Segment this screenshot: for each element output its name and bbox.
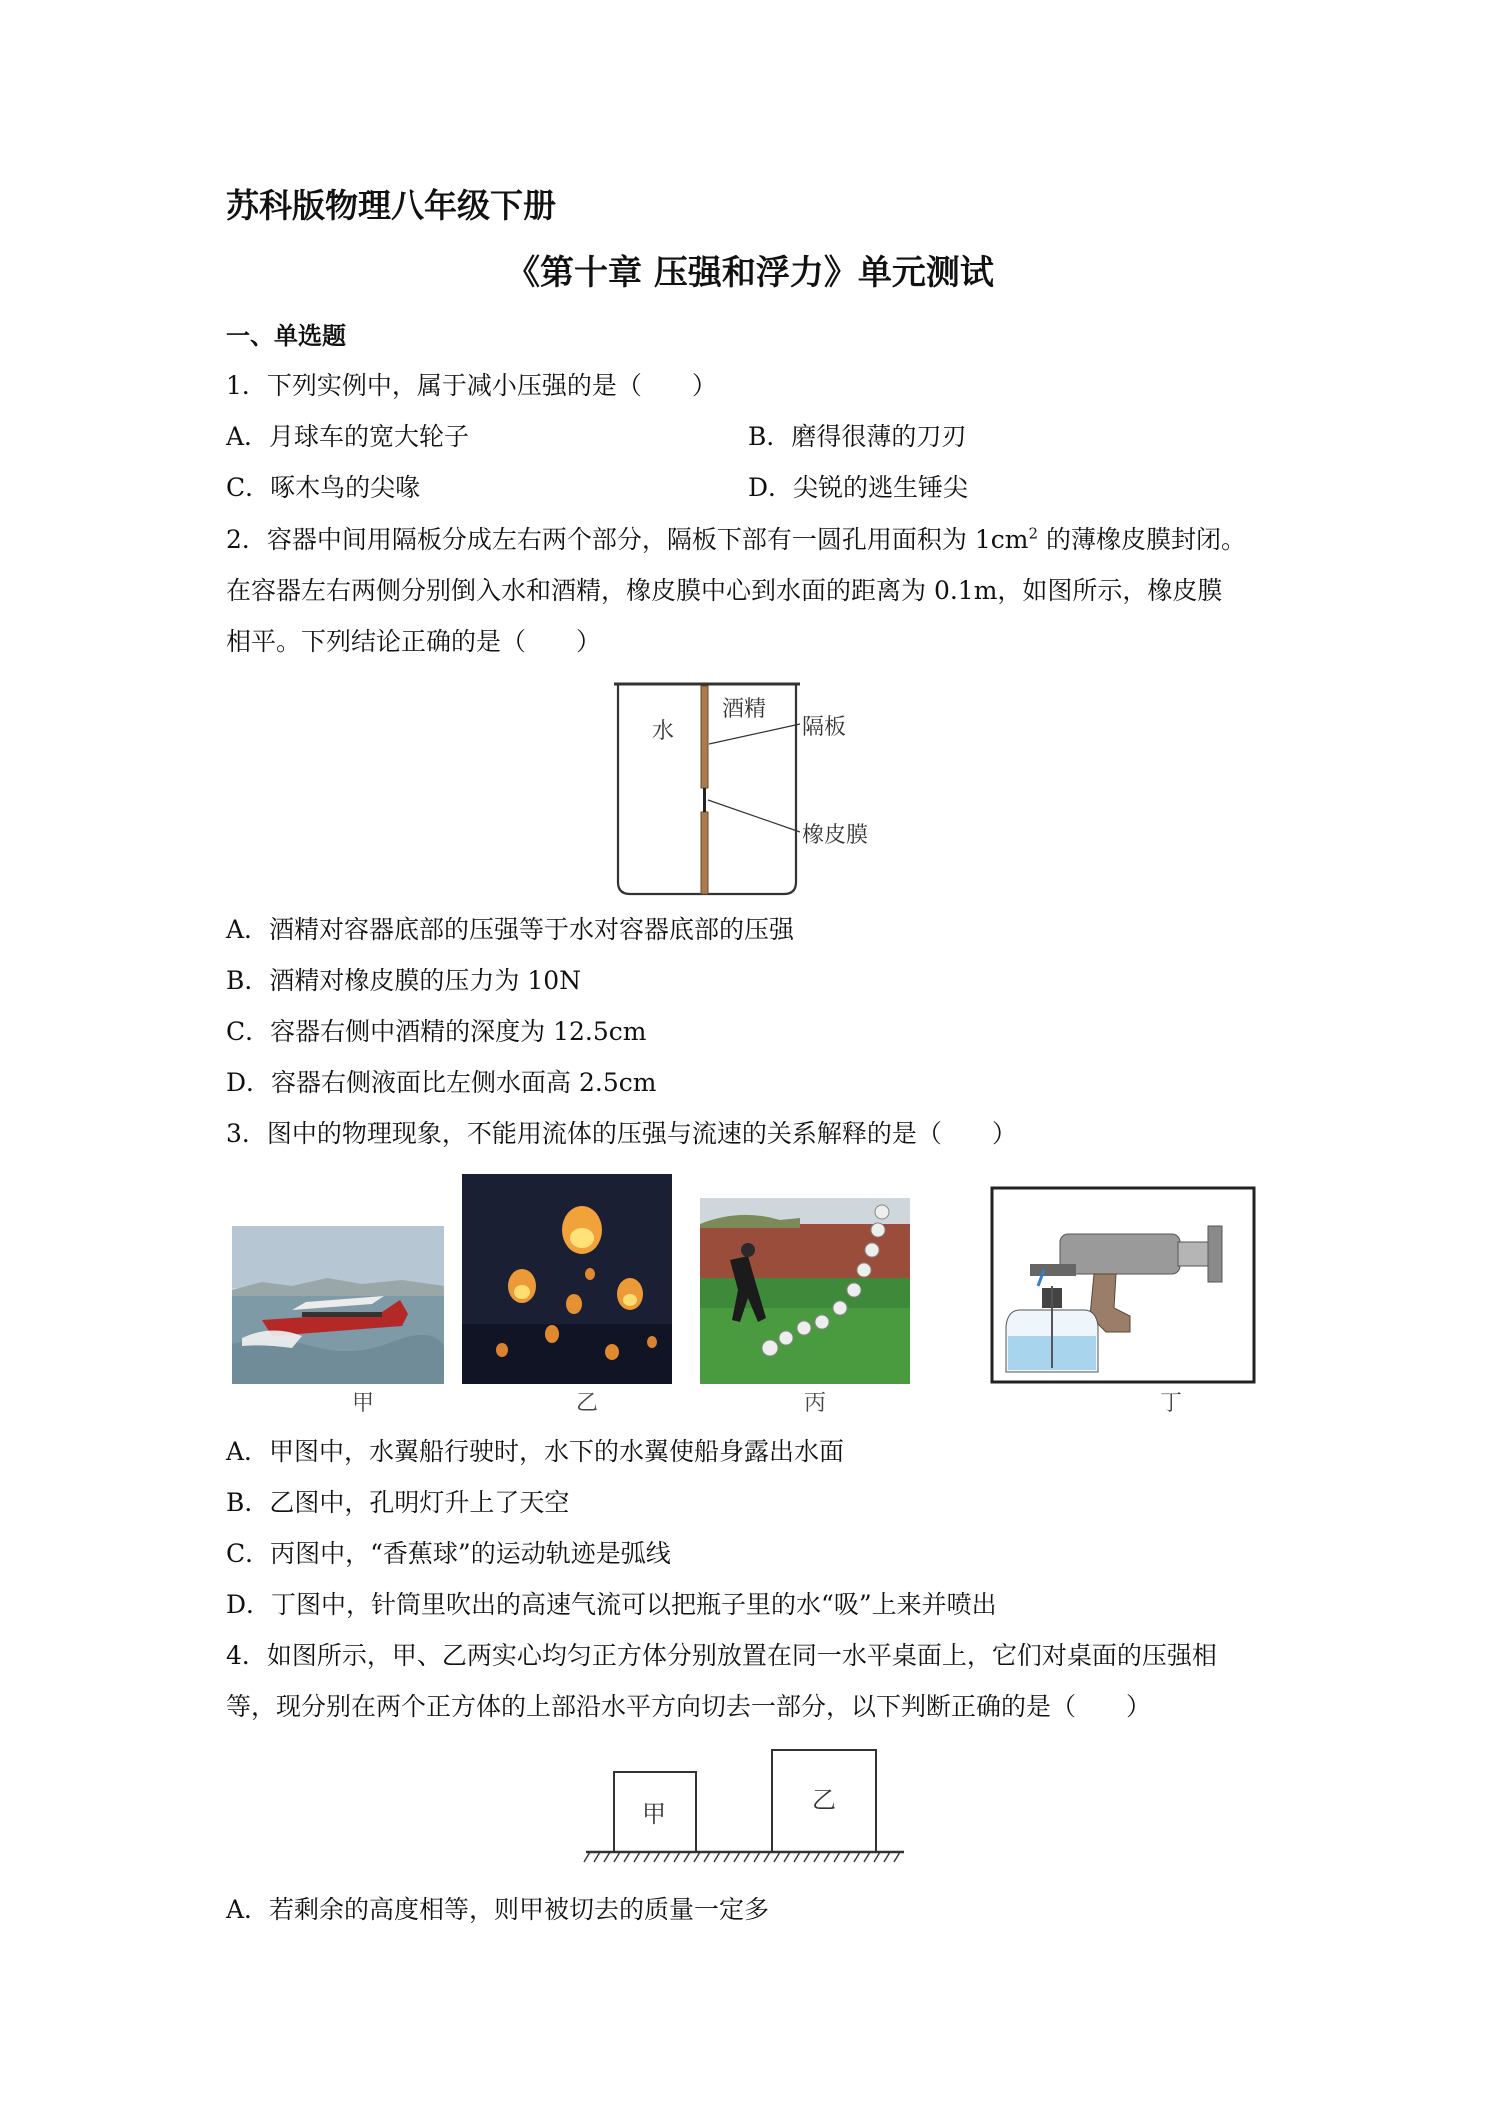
q3-option-b: B．乙图中，孔明灯升上了天空 <box>226 1488 570 1517</box>
q2-option-b: B．酒精对橡皮膜的压力为 10N <box>226 966 582 995</box>
q1-option-c: C．啄木鸟的尖喙 <box>226 473 421 502</box>
q2-line1-pre: 2．容器中间用隔板分成左右两个部分，隔板下部有一圆孔用面积为 1cm <box>226 525 1029 554</box>
container-partition-figure <box>610 672 910 906</box>
q2-stem-line3: 相平。下列结论正确的是（ ） <box>226 627 602 656</box>
q2-option-c: C．容器右侧中酒精的深度为 12.5cm <box>226 1017 647 1046</box>
q4-stem-line2: 等，现分别在两个正方体的上部沿水平方向切去一部分，以下判断正确的是（ ） <box>226 1692 1152 1721</box>
label-partition: 隔板 <box>802 715 847 740</box>
cubes-figure <box>580 1740 910 1870</box>
syringe-bottle-image <box>990 1186 1256 1384</box>
label-membrane: 橡皮膜 <box>802 823 869 848</box>
q3-stem: 3．图中的物理现象，不能用流体的压强与流速的关系解释的是（ ） <box>226 1119 1017 1148</box>
q2-line1-post: 的薄橡皮膜封闭。 <box>1038 525 1246 554</box>
unit-title: 《第十章 压强和浮力》单元测试 <box>506 253 994 293</box>
label-cube-jia: 甲 <box>642 1800 666 1828</box>
q3-option-a: A．甲图中，水翼船行驶时，水下的水翼使船身露出水面 <box>226 1437 845 1466</box>
q3-option-d: D．丁图中，针筒里吹出的高速气流可以把瓶子里的水“吸”上来并喷出 <box>226 1590 997 1619</box>
q3-option-c: C．丙图中，“香蕉球”的运动轨迹是弧线 <box>226 1539 671 1568</box>
hydrofoil-boat-image <box>232 1226 444 1384</box>
label-yi: 乙 <box>576 1391 599 1416</box>
q1-option-b: B．磨得很薄的刀刃 <box>748 422 967 451</box>
q2-line1-superscript: 2 <box>1028 524 1039 543</box>
q2-option-a: A．酒精对容器底部的压强等于水对容器底部的压强 <box>226 915 795 944</box>
q1-option-d: D．尖锐的逃生锤尖 <box>748 473 969 502</box>
q2-option-d: D．容器右侧液面比左侧水面高 2.5cm <box>226 1068 657 1097</box>
section-title: 一、单选题 <box>226 321 346 350</box>
q1-stem: 1．下列实例中，属于减小压强的是（ ） <box>226 371 717 400</box>
publisher-title: 苏科版物理八年级下册 <box>226 186 556 225</box>
q4-stem-line1: 4．如图所示，甲、乙两实心均匀正方体分别放置在同一水平桌面上，它们对桌面的压强相 <box>226 1641 1217 1670</box>
label-cube-yi: 乙 <box>812 1786 836 1814</box>
label-jia: 甲 <box>352 1391 375 1416</box>
sky-lanterns-image <box>462 1174 672 1384</box>
q1-option-a: A．月球车的宽大轮子 <box>226 422 470 451</box>
label-water: 水 <box>652 719 675 744</box>
label-bing: 丙 <box>804 1391 827 1416</box>
label-ding: 丁 <box>1160 1391 1183 1416</box>
q2-stem-line1 <box>226 524 1246 556</box>
label-alcohol: 酒精 <box>722 697 767 722</box>
q2-stem-line2: 在容器左右两侧分别倒入水和酒精，橡皮膜中心到水面的距离为 0.1m，如图所示，橡皮膜 <box>226 576 1223 605</box>
q4-option-a: A．若剩余的高度相等，则甲被切去的质量一定多 <box>226 1895 770 1924</box>
banana-kick-image <box>700 1198 910 1384</box>
